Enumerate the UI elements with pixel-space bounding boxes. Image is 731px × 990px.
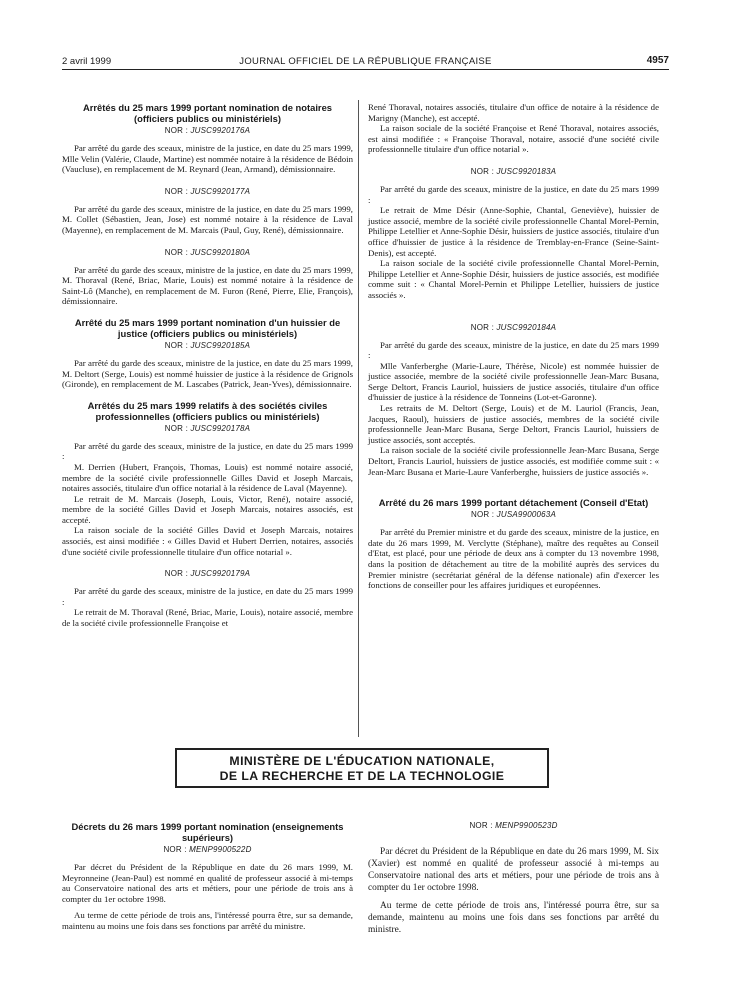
left-column (62, 102, 353, 629)
right-column (368, 102, 659, 591)
bottom-left-column (62, 821, 353, 932)
ministry-heading (175, 748, 549, 788)
section-title: Arrêté du 26 mars 1999 portant détachement (Conseil d'Etat) (378, 497, 649, 509)
nor-reference: NOR : JUSC9920178A (164, 423, 251, 433)
nor-reference: NOR : JUSC9920184A (470, 322, 557, 332)
paragraph: Les retraits de M. Deltort (Serge, Louis) et de M. Lauriol (Francis, Jean, Jacques, Raoul), huissiers de justice associés, membres de la société civile professionnelle Jean-Marc Busana, Serge Deltort, Francis Lauriol, huissiers de justice associés, sont acceptés. (368, 403, 659, 445)
nor-reference: NOR : MENP9900522D (163, 845, 252, 854)
paragraph: Le retrait de M. Thoraval (René, Briac, Marie, Louis), notaire associé, membre de la société civile professionnelle Françoise et (62, 607, 353, 629)
journal-title: JOURNAL OFFICIEL DE LA RÉPUBLIQUE FRANÇAISE (239, 56, 492, 67)
paragraph: René Thoraval, notaires associés, titulaire d'un office de notaire à la résidence de Marigny (Manche), est accepté. (368, 102, 659, 123)
page-number: 4957 (646, 55, 669, 66)
paragraph: La raison sociale de la société civile professionnelle Chantal Morel-Pernin, Philippe Letellier et Anne-Sophie Désir, huissiers de justice associés, est modifiée comme suit : « Chantal Morel-Pernin et Philippe Letellier, huissiers de justice associés ». (368, 258, 659, 300)
header-divider (62, 69, 669, 70)
nor-reference: NOR : JUSC9920179A (164, 569, 251, 579)
ministry-line: MINISTÈRE DE L'ÉDUCATION NATIONALE, (229, 754, 495, 768)
paragraph: Par décret du Président de la République en date du 26 mars 1999, M. Six (Xavier) est nommé en qualité de professeur associé à mi-temps au Conservatoire national des arts et métiers, pour une période de trois ans à compter du 1er octobre 1998. (368, 847, 659, 893)
paragraph: Par arrêté du garde des sceaux, ministre de la justice, en date du 25 mars 1999 : (368, 339, 659, 361)
paragraph: Par arrêté du garde des sceaux, ministre de la justice, en date du 25 mars 1999, Mlle Velin (Valérie, Claude, Martine) est nommée notaire à la résidence de Bédoin (Vaucluse), en remplacement de M. Reynard (Jean, Armand), démissionnaire. (62, 143, 354, 175)
nor-reference: NOR : JUSC9920176A (164, 126, 251, 135)
paragraph: Par arrêté du garde des sceaux, ministre de la justice, en date du 25 mars 1999 : (368, 183, 659, 205)
paragraph: Par arrêté du garde des sceaux, ministre de la justice, en date du 25 mars 1999, M. Deltort (Serge, Louis) est nommé huissier de justice à la résidence de Grignols (Gironde), en remplacement de M. Lascabes (Patrick, Jean-Yves), démissionnaire. (62, 357, 353, 390)
paragraph: La raison sociale de la société civile professionnelle Jean-Marc Busana, Serge Deltort, Francis Lauriol, huissiers de justice associés, est modifiée comme suit : « Jean-Marc Busana et Marie-Laure Vanferberghe, huissiers de justice associés ». (368, 445, 659, 477)
section-title: Arrêtés du 25 mars 1999 portant nomination de notaires (officiers publics ou ministériels) (82, 102, 333, 124)
bottom-right-column (368, 821, 659, 936)
nor-reference: NOR : JUSC9920177A (164, 186, 251, 196)
paragraph: Le retrait de M. Marcais (Joseph, Louis, Victor, René), notaire associé, membre de la société Gilles David et Joseph Marcais, notaires associés, est accepté. (62, 493, 353, 525)
section-title: Arrêtés du 25 mars 1999 relatifs à des sociétés civiles professionnelles (officiers publics ou ministériels) (87, 399, 328, 422)
paragraph: Par arrêté du Premier ministre et du garde des sceaux, ministre de la justice, en date du 26 mars 1999, M. Verclytte (Stéphane), maître des requêtes au Conseil d'Etat, est placé, pour une période de deux ans à compter du 13 novembre 1998, dans la position de détachement au titre de la mobilité auprès des services du Premier ministre (secrétariat général de la défense nationale) afin d'exercer les fonctions de conseiller pour les affaires juridiques et européennes. (368, 527, 659, 591)
paragraph: M. Derrien (Hubert, François, Thomas, Louis) est nommé notaire associé, membre de la société civile professionnelle Gilles David et Joseph Marcais, notaires associés, titulaire d'un office notarial à la résidence de Laval (Mayenne). (62, 461, 353, 494)
section-title: Arrêté du 25 mars 1999 portant nomination d'un huissier de justice (officiers publics ou ministériels) (74, 316, 341, 339)
ministry-line: DE LA RECHERCHE ET DE LA TECHNOLOGIE (219, 769, 505, 783)
paragraph: Par arrêté du garde des sceaux, ministre de la justice, en date du 25 mars 1999 : (62, 586, 353, 607)
nor-reference: NOR : JUSC9920183A (470, 166, 557, 176)
column-divider (358, 100, 359, 737)
issue-date: 2 avril 1999 (62, 56, 112, 67)
nor-reference: NOR : JUSA9900063A (471, 510, 556, 520)
paragraph: Au terme de cette période de trois ans, l'intéressé pourra être, sur sa demande, maintenu au moins une fois dans ses fonctions par arrêté du ministre. (368, 901, 659, 935)
paragraph: La raison sociale de la société Françoise et René Thoraval, notaires associés, est ainsi modifiée : « Françoise Thoraval, notaire, associé d'une société civile professionnelle titulaire d'un office notarial ». (368, 123, 659, 155)
paragraph: Par arrêté du garde des sceaux, ministre de la justice, en date du 25 mars 1999 : (62, 440, 353, 462)
nor-reference: NOR : MENP9900523D (469, 821, 558, 830)
paragraph: Par arrêté du garde des sceaux, ministre de la justice, en date du 25 mars 1999, M. Collet (Sébastien, Jean, Jose) est nommé notaire à la résidence de Laval (Mayenne), en remplacement de M. Marcais (Paul, Guy, René), démissionnaire. (62, 203, 353, 235)
paragraph: La raison sociale de la société Gilles David et Joseph Marcais, notaires associés, est ainsi modifiée : « Gilles David et Hubert Derrien, notaires, associés d'une société civile professionnelle titulaire d'un office notarial ». (62, 525, 353, 557)
paragraph: Par arrêté du garde des sceaux, ministre de la justice, en date du 25 mars 1999, M. Thoraval (René, Briac, Marie, Louis) est nommé notaire à la résidence de Saint-Lô (Manche), en remplacement de M. Furon (René, Pierre, Elie, François), démissionnaire. (62, 264, 353, 307)
nor-reference: NOR : JUSC9920180A (164, 247, 251, 257)
paragraph: Au terme de cette période de trois ans, l'intéressé pourra être, sur sa demande, maintenu au moins une fois dans ses fonctions par arrêté du ministre. (62, 910, 353, 931)
nor-reference: NOR : JUSC9920185A (164, 340, 251, 350)
paragraph: Par décret du Président de la République en date du 26 mars 1999, M. Meyronneine (Jean-Paul) est nommé en qualité de professeur associé à mi-temps au Conservatoire national des arts et métiers, pour une période de trois ans à compter du 1er octobre 1998. (62, 862, 353, 904)
paragraph: Mlle Vanferberghe (Marie-Laure, Thérèse, Nicole) est nommée huissier de justice associée, membre de la société civile professionnelle Jean-Marc Busana, Serge Deltort, Francis Lauriol, huissiers de justice associés, titulaire d'un office d'huissier de justice à la résidence de Tonneins (Lot-et-Garonne). (368, 360, 659, 403)
paragraph: Le retrait de Mme Désir (Anne-Sophie, Chantal, Geneviève), huissier de justice associé, membre de la société civile professionnelle Chantal Morel-Pernin, Philippe Letellier et Anne-Sophie Désir, huissiers de justice associés, titulaire d'un office d'huissier de justice à la résidence de Tremblay-en-France (Seine-Saint-Denis), est accepté. (368, 205, 659, 258)
page-header (62, 54, 669, 70)
section-title: Décrets du 26 mars 1999 portant nomination (enseignements supérieurs) (71, 821, 344, 843)
